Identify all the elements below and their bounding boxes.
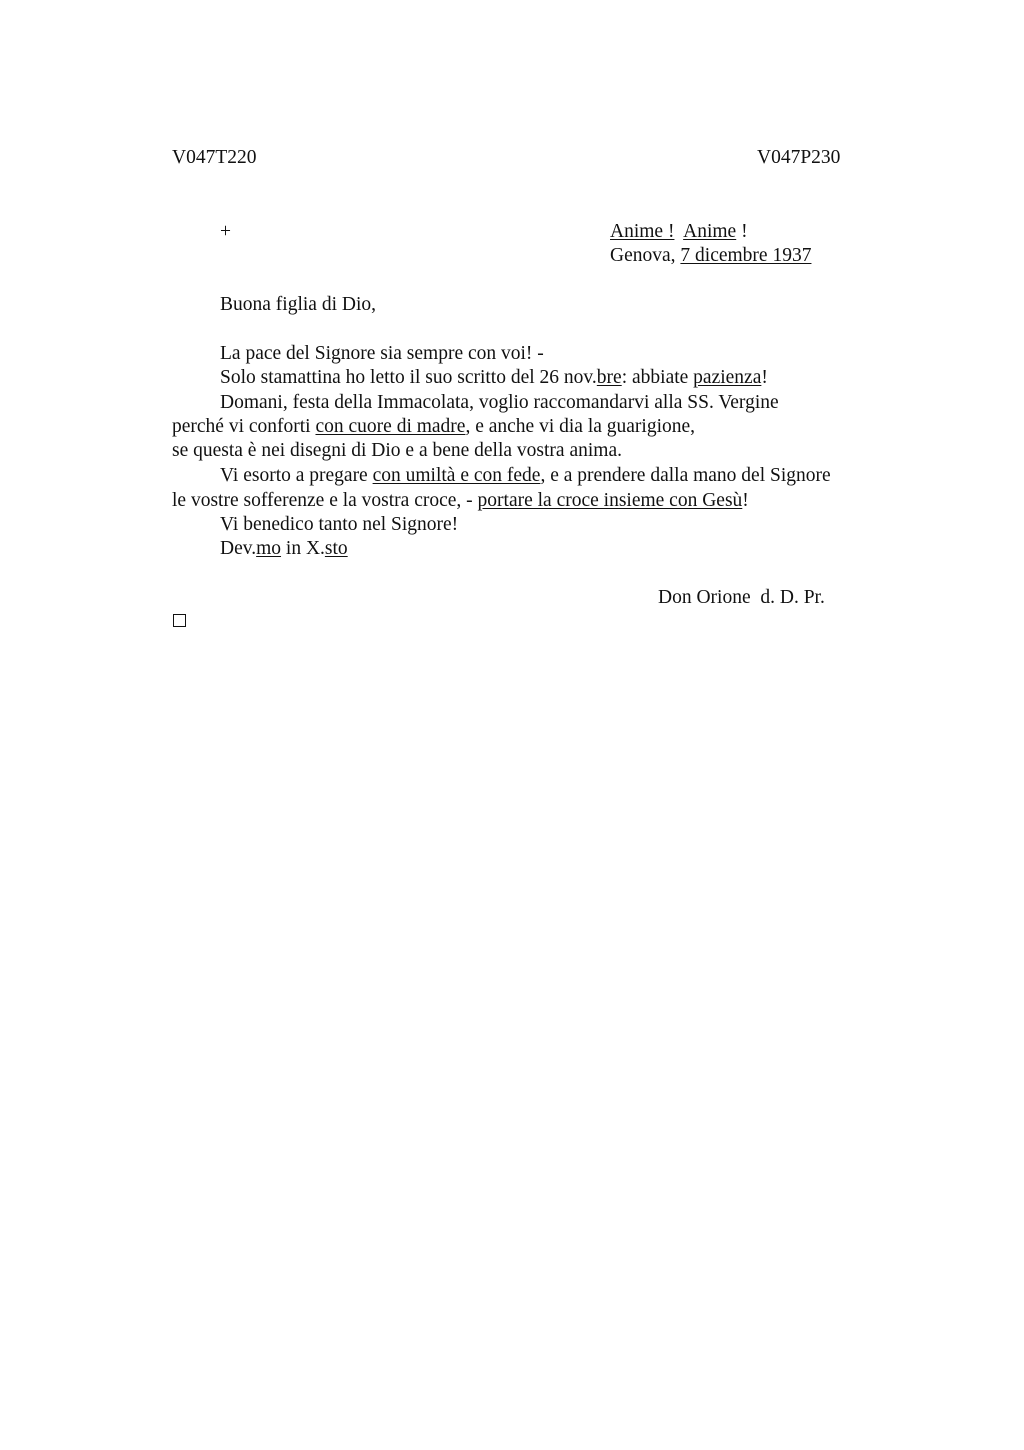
end-square-icon (173, 614, 186, 627)
body-line-5: se questa è nei disegni di Dio e a bene della vostra anima. (172, 440, 622, 461)
line-7-text-b: portare la croce insieme con Gesù (477, 490, 743, 511)
cross-symbol: + (220, 221, 231, 242)
motto (610, 220, 748, 244)
line-4-text-c: , e anche vi dia la guarigione, (465, 416, 696, 437)
line-9-text-a: Dev. (220, 538, 257, 559)
date: 7 dicembre 1937 (680, 245, 812, 266)
body-line-6 (220, 464, 831, 488)
line-2-text-e: ! (761, 367, 768, 388)
motto-end: ! (736, 221, 748, 242)
body-line-8: Vi benedico tanto nel Signore! (220, 514, 459, 535)
line-2-text-b: bre (596, 367, 622, 388)
line-9-text-c: in X. (281, 538, 325, 559)
document-code-right: V047P230 (757, 147, 841, 168)
signature: Don Orione d. D. Pr. (658, 587, 825, 608)
line-4-text-a: perché vi conforti (172, 416, 316, 437)
line-6-text-b: con umiltà e con fede (372, 465, 541, 486)
line-7-text-c: ! (742, 490, 749, 511)
motto-second: Anime (683, 221, 737, 242)
body-line-3: Domani, festa della Immacolata, voglio raccomandarvi alla SS. Vergine (220, 392, 779, 413)
line-9-text-d: sto (324, 538, 348, 559)
line-6-text-a: Vi esorto a pregare (220, 465, 373, 486)
line-2-text-a: Solo stamattina ho letto il suo scritto del 26 nov. (220, 367, 597, 388)
line-4-text-b: con cuore di madre (315, 416, 466, 437)
line-7-text-a: le vostre sofferenze e la vostra croce, - (172, 490, 478, 511)
line-2-text-c: : abbiate (621, 367, 694, 388)
place-date (610, 244, 811, 268)
place: Genova, (610, 245, 681, 266)
salutation: Buona figlia di Dio, (220, 294, 376, 315)
line-6-text-c: , e a prendere dalla mano del Signore (540, 465, 831, 486)
motto-first: Anime ! (610, 221, 675, 242)
line-2-text-d: pazienza (693, 367, 762, 388)
body-line-4 (172, 415, 695, 439)
line-9-text-b: mo (256, 538, 282, 559)
body-line-9 (220, 537, 348, 561)
body-line-1: La pace del Signore sia sempre con voi! - (220, 343, 544, 364)
body-line-2 (220, 366, 768, 390)
document-code-left: V047T220 (172, 147, 257, 168)
body-line-7 (172, 489, 749, 513)
